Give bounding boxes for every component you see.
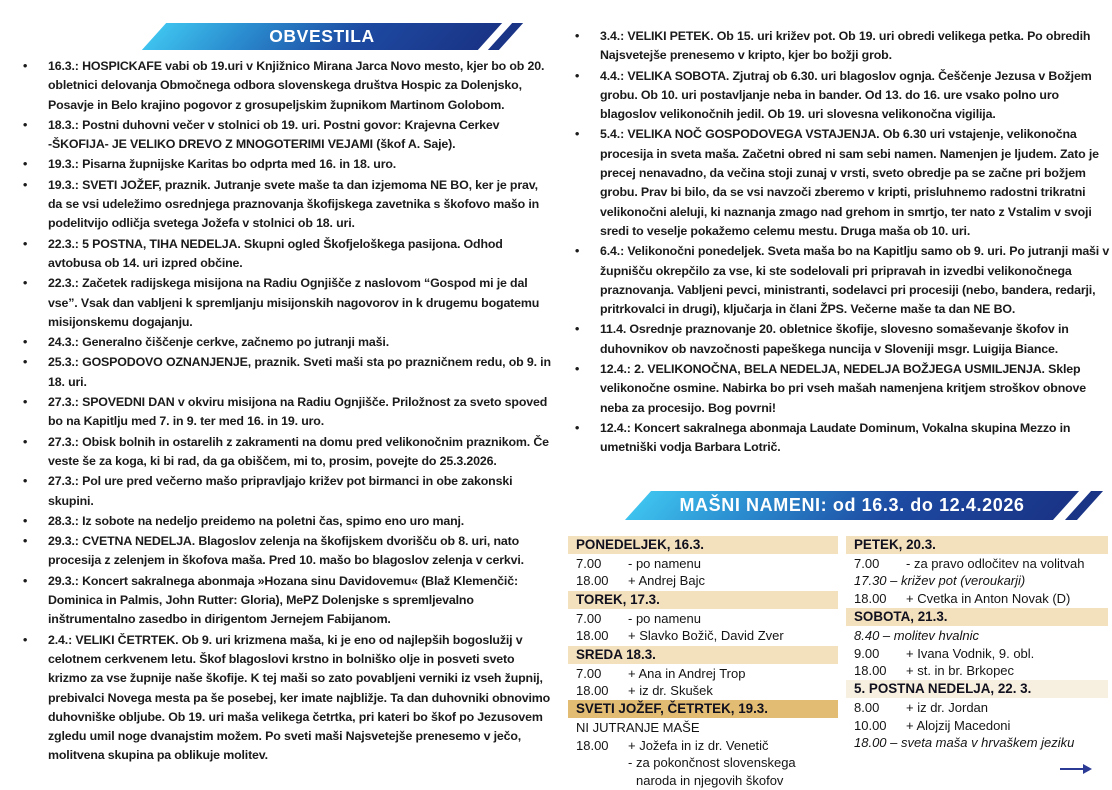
bullet-icon: • bbox=[23, 276, 28, 291]
announcement-text: 22.3.: 5 POSTNA, TIHA NEDELJA. Skupni ogled Škofjeloškega pasijona. Odhod avtobusa ob 14. uri izpred občine. bbox=[48, 236, 503, 270]
mass-day-header: PETEK, 20.3. bbox=[846, 536, 1108, 554]
bullet-icon: • bbox=[575, 127, 580, 142]
mass-entry bbox=[568, 682, 838, 699]
mass-entry-italic: 17.30 – križev pot (veroukarji) bbox=[854, 573, 1026, 589]
mass-intention-continued: - za pokončnost slovenskega bbox=[628, 755, 796, 771]
mass-entry bbox=[568, 665, 838, 682]
mass-time: 18.00 bbox=[576, 573, 609, 589]
bullet-icon: • bbox=[575, 362, 580, 377]
mass-intention: + Slavko Božič, David Zver bbox=[628, 628, 784, 644]
masni-nameni-banner-title: MAŠNI NAMENI: od 16.3. do 12.4.2026 bbox=[679, 495, 1025, 515]
bullet-icon: • bbox=[575, 322, 580, 337]
announcement-text: 22.3.: Začetek radijskega misijona na Radiu Ognjišče z naslovom “Gospod mi je dal vse”. Vsak dan vabljeni k spremljanju misijonskih nagovorov in k drugemu bogatemu misijonskemu dogajanju. bbox=[48, 276, 540, 329]
announcement-item bbox=[20, 572, 554, 630]
bullet-icon: • bbox=[23, 573, 28, 588]
bullet-icon: • bbox=[23, 157, 28, 172]
mass-intention: + iz dr. Skušek bbox=[628, 683, 713, 699]
mass-day-header: TOREK, 17.3. bbox=[568, 591, 838, 609]
bullet-icon: • bbox=[23, 395, 28, 410]
mass-intention: + iz dr. Jordan bbox=[906, 700, 989, 716]
bullet-icon: • bbox=[23, 355, 28, 370]
bullet-icon: • bbox=[575, 68, 580, 83]
mass-day-header: SOBOTA, 21.3. bbox=[846, 608, 1108, 626]
mass-time: 7.00 bbox=[576, 556, 602, 571]
mass-day-header: SVETI JOŽEF, ČETRTEK, 19.3. bbox=[568, 700, 838, 718]
mass-entry-italic: 18.00 – sveta maša v hrvaškem jeziku bbox=[854, 735, 1075, 751]
mass-intention-continued: naroda in njegovih škofov bbox=[636, 772, 784, 788]
announcement-text: 12.4.: Koncert sakralnega abonmaja Laudate Dominum, Vokalna skupina Mezzo in umetniški vodja Barbara Lotrič. bbox=[600, 420, 1071, 455]
announcement-text: 27.3.: SPOVEDNI DAN v okviru misijona na Radiu Ognjišče. Priložnost za sveto spoved bo na Kapitlju med 7. in 9. ter med 16. in 19. uro. bbox=[48, 395, 548, 429]
announcement-text: 24.3.: Generalno čiščenje cerkve, začnemo po jutranji maši. bbox=[48, 335, 389, 350]
announcement-item bbox=[20, 353, 554, 392]
announcement-text: 25.3.: GOSPODOVO OZNANJENJE, praznik. Sveti maši sta po prazničnem redu, ob 9. in 18. uri. bbox=[48, 355, 551, 389]
bullet-icon: • bbox=[23, 117, 28, 132]
mass-day-header: PONEDELJEK, 16.3. bbox=[568, 536, 838, 554]
mass-time: 7.00 bbox=[854, 556, 880, 571]
announcement-text: 18.3.: Postni duhovni večer v stolnici ob 19. uri. Postni govor: Krajevna Cerkev -ŠKOFIJA- JE VELIKO DREVO Z MNOGOTERIMI VEJAMI (škof A. Saje). bbox=[48, 117, 500, 152]
mass-time: 9.00 bbox=[854, 645, 880, 661]
mass-entry bbox=[568, 572, 838, 589]
announcement-item bbox=[20, 512, 554, 531]
mass-intentions-left-column bbox=[568, 535, 838, 789]
mass-intention: + Ivana Vodnik, 9. obl. bbox=[906, 645, 1035, 661]
announcement-text: 27.3.: Pol ure pred večerno mašo pripravljajo križev pot birmanci in obe zakonski skupini. bbox=[48, 474, 513, 508]
announcements-left-column bbox=[20, 57, 554, 767]
mass-day-header: SREDA 18.3. bbox=[568, 646, 838, 664]
announcement-text: 19.3.: Pisarna župnijske Karitas bo odprta med 16. in 18. uro. bbox=[48, 157, 397, 172]
mass-time: 18.00 bbox=[576, 628, 609, 644]
announcement-item bbox=[572, 320, 1110, 359]
announcement-text: 4.4.: VELIKA SOBOTA. Zjutraj ob 6.30. uri blagoslov ognja. Češčenje Jezusa v Božjem grobu. Ob 10. uri postavljanje neba in bander. Od 13. do 16. ure vsako polno uro blagoslov velikonočnih jedil. Ob 19. uri slovesna velikonočna vigilija. bbox=[600, 68, 1092, 122]
mass-time: 18.00 bbox=[576, 683, 609, 699]
bullet-icon: • bbox=[23, 434, 28, 449]
mass-intention: + st. in br. Brkopec bbox=[906, 663, 1015, 679]
announcement-item bbox=[572, 27, 1110, 66]
announcement-item bbox=[20, 393, 554, 432]
bullet-icon: • bbox=[575, 244, 580, 259]
arrow-head bbox=[1083, 764, 1092, 774]
bullet-icon: • bbox=[23, 236, 28, 251]
mass-entry bbox=[846, 555, 1108, 572]
announcement-text: 19.3.: SVETI JOŽEF, praznik. Jutranje svete maše ta dan izjemoma NE BO, ker je prav, da se vsi udeležimo osrednjega praznovanja škofijskega zavetnika s škofovo mašo in podelitvijo odličja svetega Jožefa v stolnici ob 18. uri. bbox=[48, 177, 540, 231]
mass-entry bbox=[846, 717, 1108, 734]
announcement-item bbox=[20, 235, 554, 274]
mass-entry bbox=[846, 645, 1108, 662]
announcement-item bbox=[572, 242, 1110, 319]
announcement-item bbox=[572, 419, 1110, 458]
bullet-icon: • bbox=[575, 29, 580, 43]
next-page-arrow-icon bbox=[1060, 763, 1092, 775]
bullet-icon: • bbox=[23, 534, 28, 549]
mass-entry bbox=[846, 699, 1108, 716]
announcement-item bbox=[20, 433, 554, 472]
obvestila-banner-title: OBVESTILA bbox=[269, 26, 375, 46]
announcement-item bbox=[20, 532, 554, 571]
announcement-text: 29.3.: CVETNA NEDELJA. Blagoslov zelenja na škofijskem dvorišču ob 8. uri, nato procesija z zelenjem in škofova maša. Pred 10. mašo bo blagoslov zelenja v cerkvi. bbox=[48, 534, 524, 568]
mass-time: 18.00 bbox=[854, 663, 887, 679]
announcement-item bbox=[20, 274, 554, 332]
mass-time: 7.00 bbox=[576, 610, 602, 626]
announcement-item bbox=[20, 176, 554, 234]
arrow-shaft bbox=[1060, 768, 1084, 770]
announcement-text: 16.3.: HOSPICKAFE vabi ob 19.uri v Knjižnico Mirana Jarca Novo mesto, kjer bo ob 20. obletnici delovanja Območnega odbora slovenskega društva Hospic za Dolenjsko, Posavje in Belo krajino pogovor z grosupeljskim župnikom Martinom Golobom. bbox=[48, 59, 545, 112]
mass-intention: - po namenu bbox=[628, 610, 701, 626]
announcement-text: 3.4.: VELIKI PETEK. Ob 15. uri križev pot. Ob 19. uri obredi velikega petka. Po obredih Najsvetejše prenesemo v kripto, kjer bo božji grob. bbox=[600, 29, 1091, 63]
mass-time: 8.00 bbox=[854, 700, 880, 716]
announcement-text: 29.3.: Koncert sakralnega abonmaja »Hozana sinu Davidovemu« (Blaž Klemenčič: Dominica in Palmis, John Rutter: Gloria), MePZ Dolenjske s spremljevalno inštrumentalno zasedbo in dirigentom Jernejem Fabijanom. bbox=[48, 573, 518, 627]
announcement-text: 12.4.: 2. VELIKONOČNA, BELA NEDELJA, NEDELJA BOŽJEGA USMILJENJA. Sklep velikonočne osmine. Nabirka bo pri vseh mašah namenjena kritjem stroškov obnove neba za procesijo. Bog povrni! bbox=[600, 362, 1087, 415]
bullet-icon: • bbox=[23, 59, 28, 73]
bullet-icon: • bbox=[23, 474, 28, 489]
announcement-item bbox=[20, 57, 554, 115]
bullet-icon: • bbox=[575, 420, 580, 435]
bullet-icon: • bbox=[23, 513, 28, 528]
mass-intention: + Andrej Bajc bbox=[628, 573, 705, 589]
mass-entry bbox=[568, 737, 838, 754]
mass-intentions-right-column bbox=[846, 535, 1108, 752]
announcements-right-column bbox=[572, 27, 1110, 459]
obvestila-banner bbox=[138, 23, 520, 50]
mass-entry bbox=[568, 610, 838, 627]
announcement-text: 27.3.: Obisk bolnih in ostarelih z zakramenti na domu pred velikonočnim praznikom. Če veste še za koga, ki bi rad, da ga obiščem, mi to, prosim, povejte do 25.3.2026. bbox=[48, 434, 549, 468]
mass-day-header: 5. POSTNA NEDELJA, 22. 3. bbox=[846, 680, 1108, 698]
announcement-item bbox=[20, 333, 554, 352]
mass-entry bbox=[846, 662, 1108, 679]
announcement-text: 2.4.: VELIKI ČETRTEK. Ob 9. uri krizmena maša, ki je eno od najlepših bogoslužij v celotnem cerkvenem letu. Škof blagoslovi krstno in bolniško olje in posveti sveto krizmo za vse župnije naše škofije. K tej maši so zato povabljeni verniki iz vseh župnij, prebivalci Novega mesta pa še posebej, ker imate najbližje. Ta dan duhovniki obnovimo duhovniške obljube. Ob 19. uri maša velikega četrtka, pri kateri bo škof po Jezusovem zgledu umil noge dvanajstim možem. Po sveti maši Najsvetejše prenesemo v ječo, molitvena skupina pa oblikuje molitev. bbox=[48, 632, 551, 763]
mass-entry bbox=[846, 590, 1108, 607]
bullet-icon: • bbox=[23, 335, 28, 350]
bullet-icon: • bbox=[23, 632, 28, 647]
mass-intention: + Ana in Andrej Trop bbox=[628, 665, 746, 681]
announcement-text: 28.3.: Iz sobote na nedeljo preidemo na poletni čas, spimo eno uro manj. bbox=[48, 513, 465, 528]
bullet-icon: • bbox=[23, 177, 28, 192]
announcement-text: 6.4.: Velikonočni ponedeljek. Sveta maša bo na Kapitlju samo ob 9. uri. Po jutranji maši v župnišču okrepčilo za vse, ki ste sodelovali pri pripravah in izvedbi velikonočnega praznovanja. Vabljeni pevci, ministranti, sodelavci pri procesiji (nebo, bandera, redarji, pritrkovalci in drugi), ključarja in člani ŽPS. Večerne maše ta dan NE BO. bbox=[600, 244, 1110, 317]
mass-time: 18.00 bbox=[576, 737, 609, 753]
mass-time: 10.00 bbox=[854, 717, 887, 733]
mass-time: 18.00 bbox=[854, 590, 887, 606]
mass-note: NI JUTRANJE MAŠE bbox=[576, 720, 700, 736]
mass-time: 7.00 bbox=[576, 665, 602, 681]
announcement-item bbox=[572, 67, 1110, 125]
mass-intention: + Cvetka in Anton Novak (D) bbox=[906, 590, 1071, 606]
announcement-item bbox=[20, 472, 554, 511]
mass-intention: - po namenu bbox=[628, 556, 701, 571]
announcement-item bbox=[572, 125, 1110, 241]
announcement-text: 5.4.: VELIKA NOČ GOSPODOVEGA VSTAJENJA. Ob 6.30 uri vstajenje, velikonočna procesija in sveta maša. Začetni obred ni sam sebi namen. Namenjen je ljudem. Zato je precej nenavadno, da večina stoji zunaj v vrsti, sveto obredje pa se začne pri božjem grobu. Prav bi bilo, da se vsi navzoči zberemo v kripti, prisluhnemo radostni trikratni velikonočni aleluji, ki naznanja zmago nad grehom in smrtjo, ter nato z Vstalim v svoji sredi to veselje pokažemo celemu mestu. Druga maša ob 10. uri. bbox=[600, 127, 1099, 238]
mass-entry bbox=[568, 555, 838, 572]
announcement-item bbox=[20, 155, 554, 174]
announcement-item bbox=[20, 631, 554, 766]
mass-entry bbox=[568, 627, 838, 644]
mass-intention: + Jožefa in iz dr. Venetič bbox=[628, 737, 769, 753]
announcement-item bbox=[20, 116, 554, 155]
announcement-item bbox=[572, 360, 1110, 418]
mass-intention: + Alojzij Macedoni bbox=[906, 717, 1011, 733]
announcement-text: 11.4. Osrednje praznovanje 20. obletnice škofije, slovesno somaševanje škofov in duhovnikov ob navzočnosti papeškega nuncija v Sloveniji msgr. Luigija Biance. bbox=[600, 322, 1069, 356]
masni-nameni-banner bbox=[620, 491, 1110, 520]
mass-entry-italic: 8.40 – molitev hvalnic bbox=[854, 628, 980, 644]
mass-intention: - za pravo odločitev na volitvah bbox=[906, 556, 1085, 571]
